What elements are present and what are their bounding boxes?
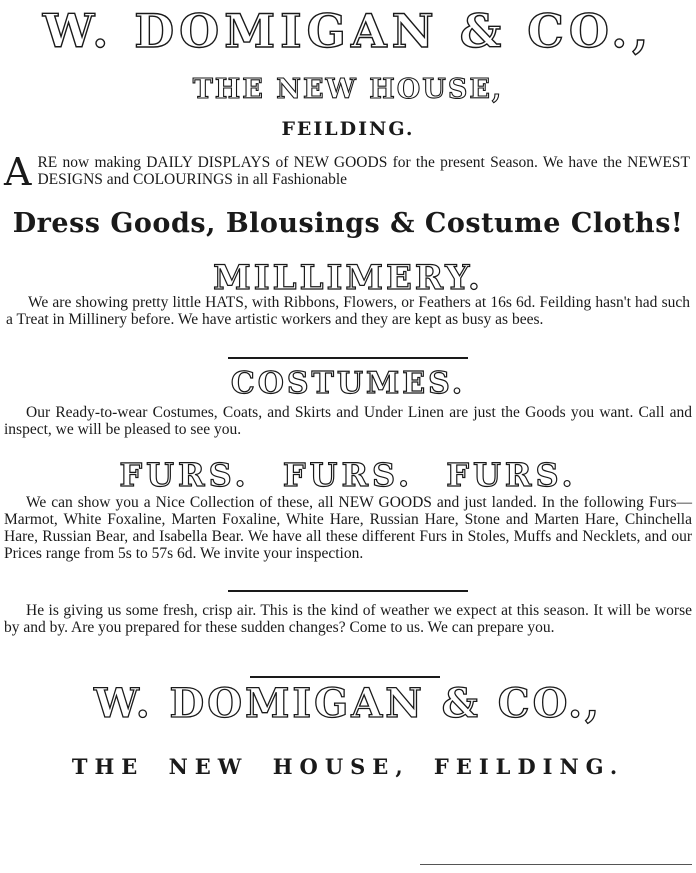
divider-rule [228,357,468,359]
intro-paragraph [4,150,690,194]
bottom-edge-rule [420,864,692,865]
dress-goods-headline: Dress Goods, Blousings & Costume Cloths! [12,208,684,239]
divider-rule [250,676,440,678]
furs-paragraph: We can show you a Nice Collection of these, all NEW GOODS and just landed. In the following Furs—Marmot, White Foxaline, Marten Foxaline, White Hare, Russian Hare, Stone and Marten Hare, Chinchella Hare, Russian Bear, and Isabella Bear. We have all these different Furs in Stoles, Muffs and Necklets, and our Prices range from 5s to 57s 6d. We invite your inspection. [4,494,692,562]
intro-text: RE now making DAILY DISPLAYS of NEW GOODS for the present Season. We have the NEWEST DESIGNS and COLOURINGS in all Fashionable [37,154,690,188]
house-title: THE NEW HOUSE, [192,74,504,105]
divider-rule [228,590,468,592]
millinery-heading: MILLIMERY. [213,258,483,298]
footer-address: THE NEW HOUSE, FEILDING. [71,754,625,779]
weather-paragraph: He is giving us some fresh, crisp air. This is the kind of weather we expect at this season. It will be worse by and by. Are you prepared for these sudden changes? Come to us. We can prepare you. [4,602,692,636]
footer-firm-name: W. DOMIGAN & CO., [94,680,602,727]
drop-cap: A [4,150,32,194]
town-name: FEILDING. [281,118,415,140]
costumes-paragraph: Our Ready-to-wear Costumes, Coats, and Skirts and Under Linen are just the Goods you want. Call and inspect, we will be pleased to see you. [4,404,692,438]
firm-title: W. DOMIGAN & CO., [42,4,654,58]
costumes-heading: COSTUMES. [230,366,466,401]
furs-heading: FURS. FURS. FURS. [119,456,577,494]
millinery-paragraph: We are showing pretty little HATS, with Ribbons, Flowers, or Feathers at 16s 6d. Feilding hasn't had such a Treat in Millinery before. We have artistic workers and they are kept as busy as bees. [6,294,690,328]
